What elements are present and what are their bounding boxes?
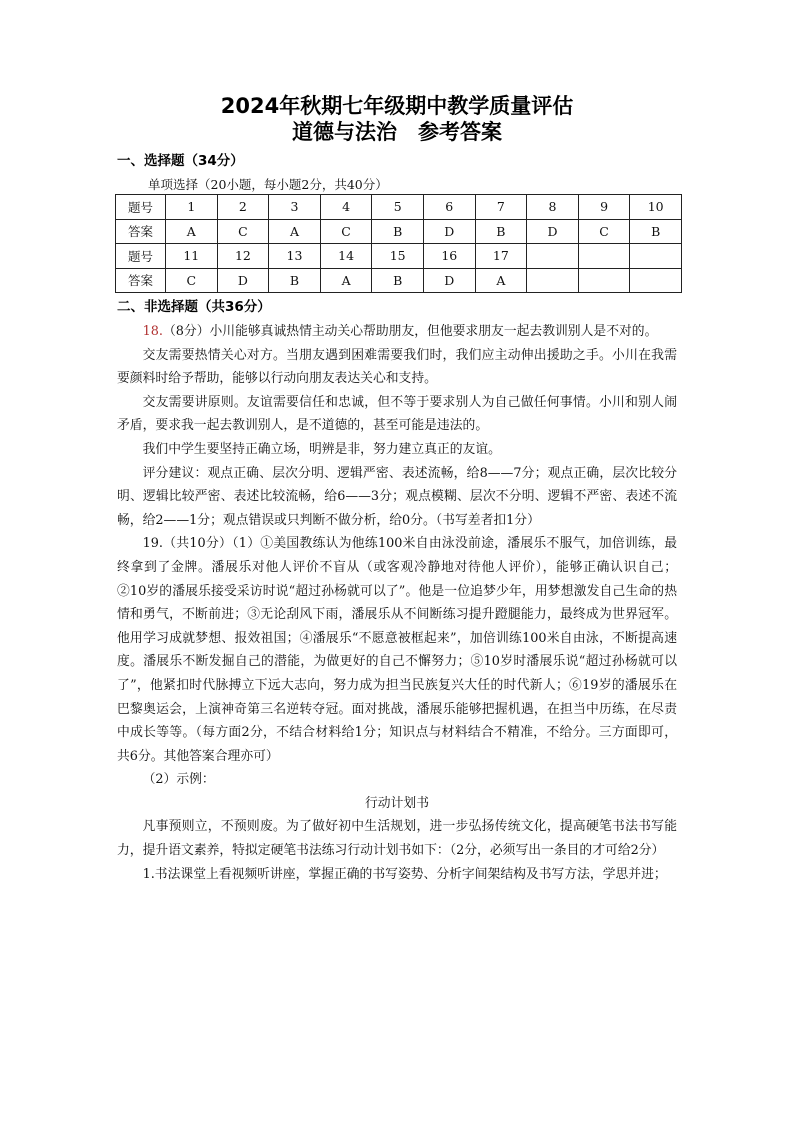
table-cell: D	[217, 268, 269, 293]
document-title: 2024年秋期七年级期中教学质量评估	[220, 94, 574, 118]
table-cell	[630, 244, 682, 269]
table-cell: B	[372, 219, 424, 244]
table-cell: 1	[166, 195, 218, 220]
question-number: 19.	[142, 536, 163, 552]
table-row-numbers	[116, 195, 682, 220]
section-heading-nonchoice: 二、非选择题（共36分）	[117, 299, 271, 315]
table-cell	[578, 268, 630, 293]
table-cell: 6	[423, 195, 475, 220]
table-cell	[527, 244, 579, 269]
table-row-answers	[116, 268, 682, 293]
table-row-label: 题号	[116, 195, 166, 220]
table-cell: 8	[527, 195, 579, 220]
question-18	[117, 320, 677, 344]
table-row-numbers	[116, 244, 682, 269]
question-text: （8分）小川能够真诚热情主动关心帮助朋友，但他要求朋友一起去教训别人是不对的。	[162, 324, 658, 339]
table-cell: 3	[269, 195, 321, 220]
table-cell: 7	[475, 195, 527, 220]
question-text: （共10分）（1）①美国教练认为他练100米自由泳没前途，潘展乐不服气，加倍训练，最终拿到了金牌。潘展乐对他人评价不盲从（或客观冷静地对待他人评价），能够正确认识自己；②10岁的潘展乐接受采访时说“超过孙杨就可以了”。他是一位追梦少年，用梦想激发自己生命的热情和勇气，不断前进；③无论刮风下雨，潘展乐从不间断练习提升蹬腿能力，最终成为世界冠军。他用学习成就梦想、报效祖国；④潘展乐“不愿意被框起来”，加倍训练100米自由泳，不断提高速度。潘展乐不断发掘自己的潜能，为做更好的自己不懈努力；⑤10岁时潘展乐说“超过孙杨就可以了”，他紧扣时代脉搏立下远大志向，努力成为担当民族复兴大任的时代新人；⑥19岁的潘展乐在巴黎奥运会，上演神奇第三名逆转夺冠。面对挑战，潘展乐能够把握机遇，在担当中历练，在尽责中成长等等。（每方面2分，不结合材料给1分；知识点与材料结合不精准，不给分。三方面即可，共6分。其他答案合理亦可）	[117, 536, 677, 764]
scoring-note: 评分建议：观点正确、层次分明、逻辑严密、表述流畅，给8——7分；观点正确，层次比较分明、逻辑比较严密、表述比较流畅，给6——3分；观点模糊、层次不分明、逻辑不严密、表述不流畅，给2——1分；观点错误或只判断不做分析，给0分。（书写差者扣1分）	[117, 465, 677, 528]
document-subtitle: 道德与法治 参考答案	[292, 120, 502, 144]
table-cell: D	[423, 219, 475, 244]
table-cell: 5	[372, 195, 424, 220]
table-cell: C	[166, 268, 218, 293]
table-cell: B	[630, 219, 682, 244]
answer-paragraph: 我们中学生要坚持正确立场，明辨是非，努力建立真正的友谊。	[142, 441, 501, 457]
table-row-label: 答案	[116, 219, 166, 244]
table-cell	[578, 244, 630, 269]
table-cell: 13	[269, 244, 321, 269]
table-cell	[630, 268, 682, 293]
table-cell: 14	[320, 244, 372, 269]
table-cell: B	[372, 268, 424, 293]
section-heading-choice: 一、选择题（34分）	[117, 153, 244, 169]
table-cell: 12	[217, 244, 269, 269]
table-cell	[527, 268, 579, 293]
table-cell: 4	[320, 195, 372, 220]
table-row-answers	[116, 219, 682, 244]
table-cell: D	[527, 219, 579, 244]
table-cell: 10	[630, 195, 682, 220]
section-note: 单项选择（20小题，每小题2分，共40分）	[148, 177, 388, 192]
question-19	[117, 532, 677, 768]
table-cell: 16	[423, 244, 475, 269]
table-cell: 15	[372, 244, 424, 269]
sub-question-2: （2）示例：	[142, 772, 215, 788]
table-cell: A	[166, 219, 218, 244]
table-cell: 9	[578, 195, 630, 220]
question-number: 18.	[142, 324, 163, 339]
table-cell: D	[423, 268, 475, 293]
answer-table	[115, 194, 682, 293]
table-cell: B	[269, 268, 321, 293]
table-cell: 2	[217, 195, 269, 220]
table-cell: A	[269, 219, 321, 244]
table-cell: B	[475, 219, 527, 244]
answer-paragraph: 交友需要讲原则。友谊需要信任和忠诚，但不等于要求别人为自己做任何事情。小川和别人闹矛盾，要求我一起去教训别人，是不道德的，甚至可能是违法的。	[117, 394, 677, 434]
answer-body	[117, 320, 677, 886]
table-cell: C	[320, 219, 372, 244]
plan-paragraph: 1.书法课堂上看视频听讲座，掌握正确的书写姿势、分析字间架结构及书写方法，学思并进；	[142, 866, 667, 882]
table-cell: C	[217, 219, 269, 244]
plan-title: 行动计划书	[365, 795, 429, 811]
table-cell: C	[578, 219, 630, 244]
table-cell: A	[475, 268, 527, 293]
table-row-label: 题号	[116, 244, 166, 269]
table-cell: 11	[166, 244, 218, 269]
plan-paragraph: 凡事预则立，不预则废。为了做好初中生活规划，进一步弘扬传统文化，提高硬笔书法书写能力，提升语文素养，特拟定硬笔书法练习行动计划书如下：（2分，必须写出一条目的才可给2分）	[117, 819, 677, 859]
table-cell: A	[320, 268, 372, 293]
table-cell: 17	[475, 244, 527, 269]
answer-paragraph: 交友需要热情关心对方。当朋友遇到困难需要我们时，我们应主动伸出援助之手。小川在我需要颜料时给予帮助，能够以行动向朋友表达关心和支持。	[117, 347, 677, 387]
table-row-label: 答案	[116, 268, 166, 293]
